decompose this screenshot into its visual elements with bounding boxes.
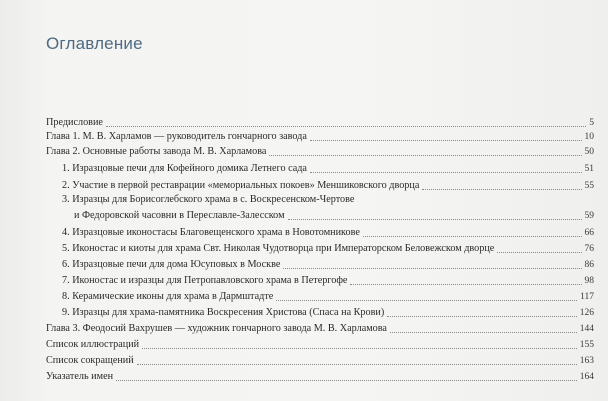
toc-entry-label: Глава 1. М. В. Харламов — руководитель гончарного завода (46, 131, 307, 142)
dot-leader (276, 299, 577, 301)
toc-entry-label: Указатель имен (46, 371, 114, 382)
dot-leader (310, 171, 582, 173)
toc-entry-label: Глава 3. Феодосий Вахрушев — художник гончарного завода М. В. Харламова (46, 323, 387, 334)
toc-entry-section-8[interactable] (62, 288, 594, 303)
toc-page-number: 51 (584, 164, 594, 174)
dot-leader (288, 218, 582, 220)
toc-page-number: 59 (584, 211, 594, 221)
toc-page-number: 98 (584, 276, 594, 286)
toc-entry-section-7[interactable] (62, 272, 594, 287)
toc-page-number: 144 (579, 324, 594, 334)
toc-entry-label: 2. Участие в первой реставрации «мемориальных покоев» Меншиковского дворца (62, 180, 420, 191)
toc-page-number: 126 (579, 308, 594, 318)
dot-leader (269, 154, 581, 156)
toc-entry-label: и Федоровской часовни в Переславле-Залесском (74, 210, 285, 221)
dot-leader (116, 379, 577, 381)
dot-leader (283, 267, 581, 269)
toc-entry-section-5[interactable] (62, 240, 594, 255)
toc-entry-label: 4. Изразцовые иконостасы Благовещенского храма в Новотомникове (62, 227, 360, 238)
toc-entry-label: 5. Иконостас и киоты для храма Свт. Николая Чудотворца при Императорском Беловежском дворце (62, 243, 495, 254)
toc-entry-label: Список иллюстраций (46, 339, 140, 350)
toc-entry-label: 7. Иконостас и изразцы для Петропавловского храма в Петергофе (62, 275, 348, 286)
toc-page-number: 50 (584, 147, 594, 157)
toc-page-number: 155 (579, 340, 594, 350)
toc-entry-preface[interactable] (46, 114, 594, 129)
toc-entry-label: 1. Изразцовые печи для Кофейного домика Летнего сада (62, 163, 307, 174)
toc-entry-section-3-line-1: 3. Изразцы для Борисоглебского храма в с. Воскресенском-Чертове (62, 194, 355, 205)
dot-leader (106, 125, 586, 127)
toc-entry-section-4[interactable] (62, 224, 594, 239)
toc-entry-section-6[interactable] (62, 256, 594, 271)
dot-leader (137, 363, 577, 365)
toc-page-number: 163 (579, 356, 594, 366)
toc-entry-chapter-3[interactable] (46, 320, 594, 335)
toc-entry-section-2[interactable] (62, 177, 594, 192)
dot-leader (387, 315, 576, 317)
toc-entry-label: Список сокращений (46, 355, 134, 366)
toc-page-number: 10 (584, 132, 594, 142)
dot-leader (310, 139, 582, 141)
dot-leader (422, 188, 581, 190)
toc-entry-section-9[interactable] (62, 304, 594, 319)
toc-page-number: 76 (584, 244, 594, 254)
toc-page-number: 5 (589, 118, 594, 128)
toc-page-number: 86 (584, 260, 594, 270)
dot-leader (390, 331, 577, 333)
toc-entry-label: 8. Керамические иконы для храма в Дармштадте (62, 291, 274, 302)
toc-page-number: 164 (579, 372, 594, 382)
dot-leader (363, 235, 582, 237)
toc-entry-label: Предисловие (46, 117, 103, 128)
dot-leader (497, 251, 581, 253)
toc-entry-section-1[interactable] (62, 160, 594, 175)
dot-leader (142, 347, 577, 349)
toc-entry-name-index[interactable] (46, 368, 594, 383)
toc-entry-label: 6. Изразцовые печи для дома Юсуповых в Москве (62, 259, 281, 270)
toc-page-number: 66 (584, 228, 594, 238)
toc-page-number: 117 (580, 292, 594, 302)
page-title: Оглавление (46, 34, 143, 53)
toc-entry-section-3[interactable] (74, 207, 594, 222)
toc-entry-chapter-1[interactable] (46, 128, 594, 143)
toc-entry-chapter-2[interactable] (46, 143, 594, 158)
toc-entry-label: 9. Изразцы для храма-памятника Воскресения Христова (Спаса на Крови) (62, 307, 385, 318)
toc-page-number: 55 (584, 181, 594, 191)
dot-leader (350, 283, 581, 285)
toc-entry-abbreviations[interactable] (46, 352, 594, 367)
toc-entry-label: Глава 2. Основные работы завода М. В. Харламова (46, 146, 267, 157)
toc-entry-illustrations[interactable] (46, 336, 594, 351)
